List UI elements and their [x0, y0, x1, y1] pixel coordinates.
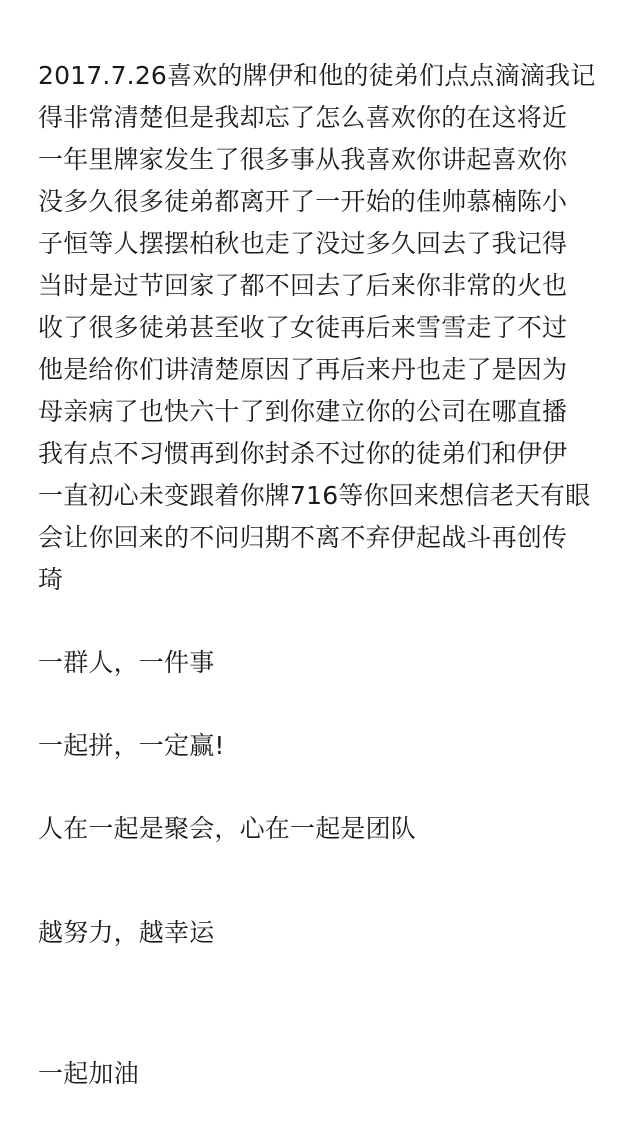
slogan-line: 一起拼，一定赢! — [38, 731, 225, 760]
paragraph-line: 他是给你们讲清楚原因了再后来丹也走了是因为 — [38, 355, 568, 384]
slogan-line: 一群人，一件事 — [38, 648, 215, 677]
slogan-line: 人在一起是聚会，心在一起是团队 — [38, 814, 417, 843]
paragraph-line: 没多久很多徒弟都离开了一开始的佳帅慕楠陈小 — [38, 187, 568, 216]
paragraph-line: 琦 — [38, 565, 64, 594]
paragraph-line: 2017.7.26喜欢的牌伊和他的徒弟们点点滴滴我记 — [38, 61, 596, 90]
paragraph-line: 一直初心未变跟着你牌716等你回来想信老天有眼 — [38, 481, 591, 510]
paragraph-line: 收了很多徒弟甚至收了女徒再后来雪雪走了不过 — [38, 313, 568, 342]
paragraph-line: 一年里牌家发生了很多事从我喜欢你讲起喜欢你 — [38, 145, 568, 174]
paragraph-line: 得非常清楚但是我却忘了怎么喜欢你的在这将近 — [38, 103, 568, 132]
paragraph-line: 母亲病了也快六十了到你建立你的公司在哪直播 — [38, 397, 568, 426]
slogan-line: 越努力，越幸运 — [38, 918, 215, 947]
paragraph-line: 子恒等人摆摆柏秋也走了没过多久回去了我记得 — [38, 229, 568, 258]
paragraph-line: 我有点不习惯再到你封杀不过你的徒弟们和伊伊 — [38, 439, 568, 468]
slogan-line: 一起加油 — [38, 1059, 139, 1088]
paragraph-line: 当时是过节回家了都不回去了后来你非常的火也 — [38, 271, 568, 300]
paragraph-line: 会让你回来的不问归期不离不弃伊起战斗再创传 — [38, 523, 568, 552]
